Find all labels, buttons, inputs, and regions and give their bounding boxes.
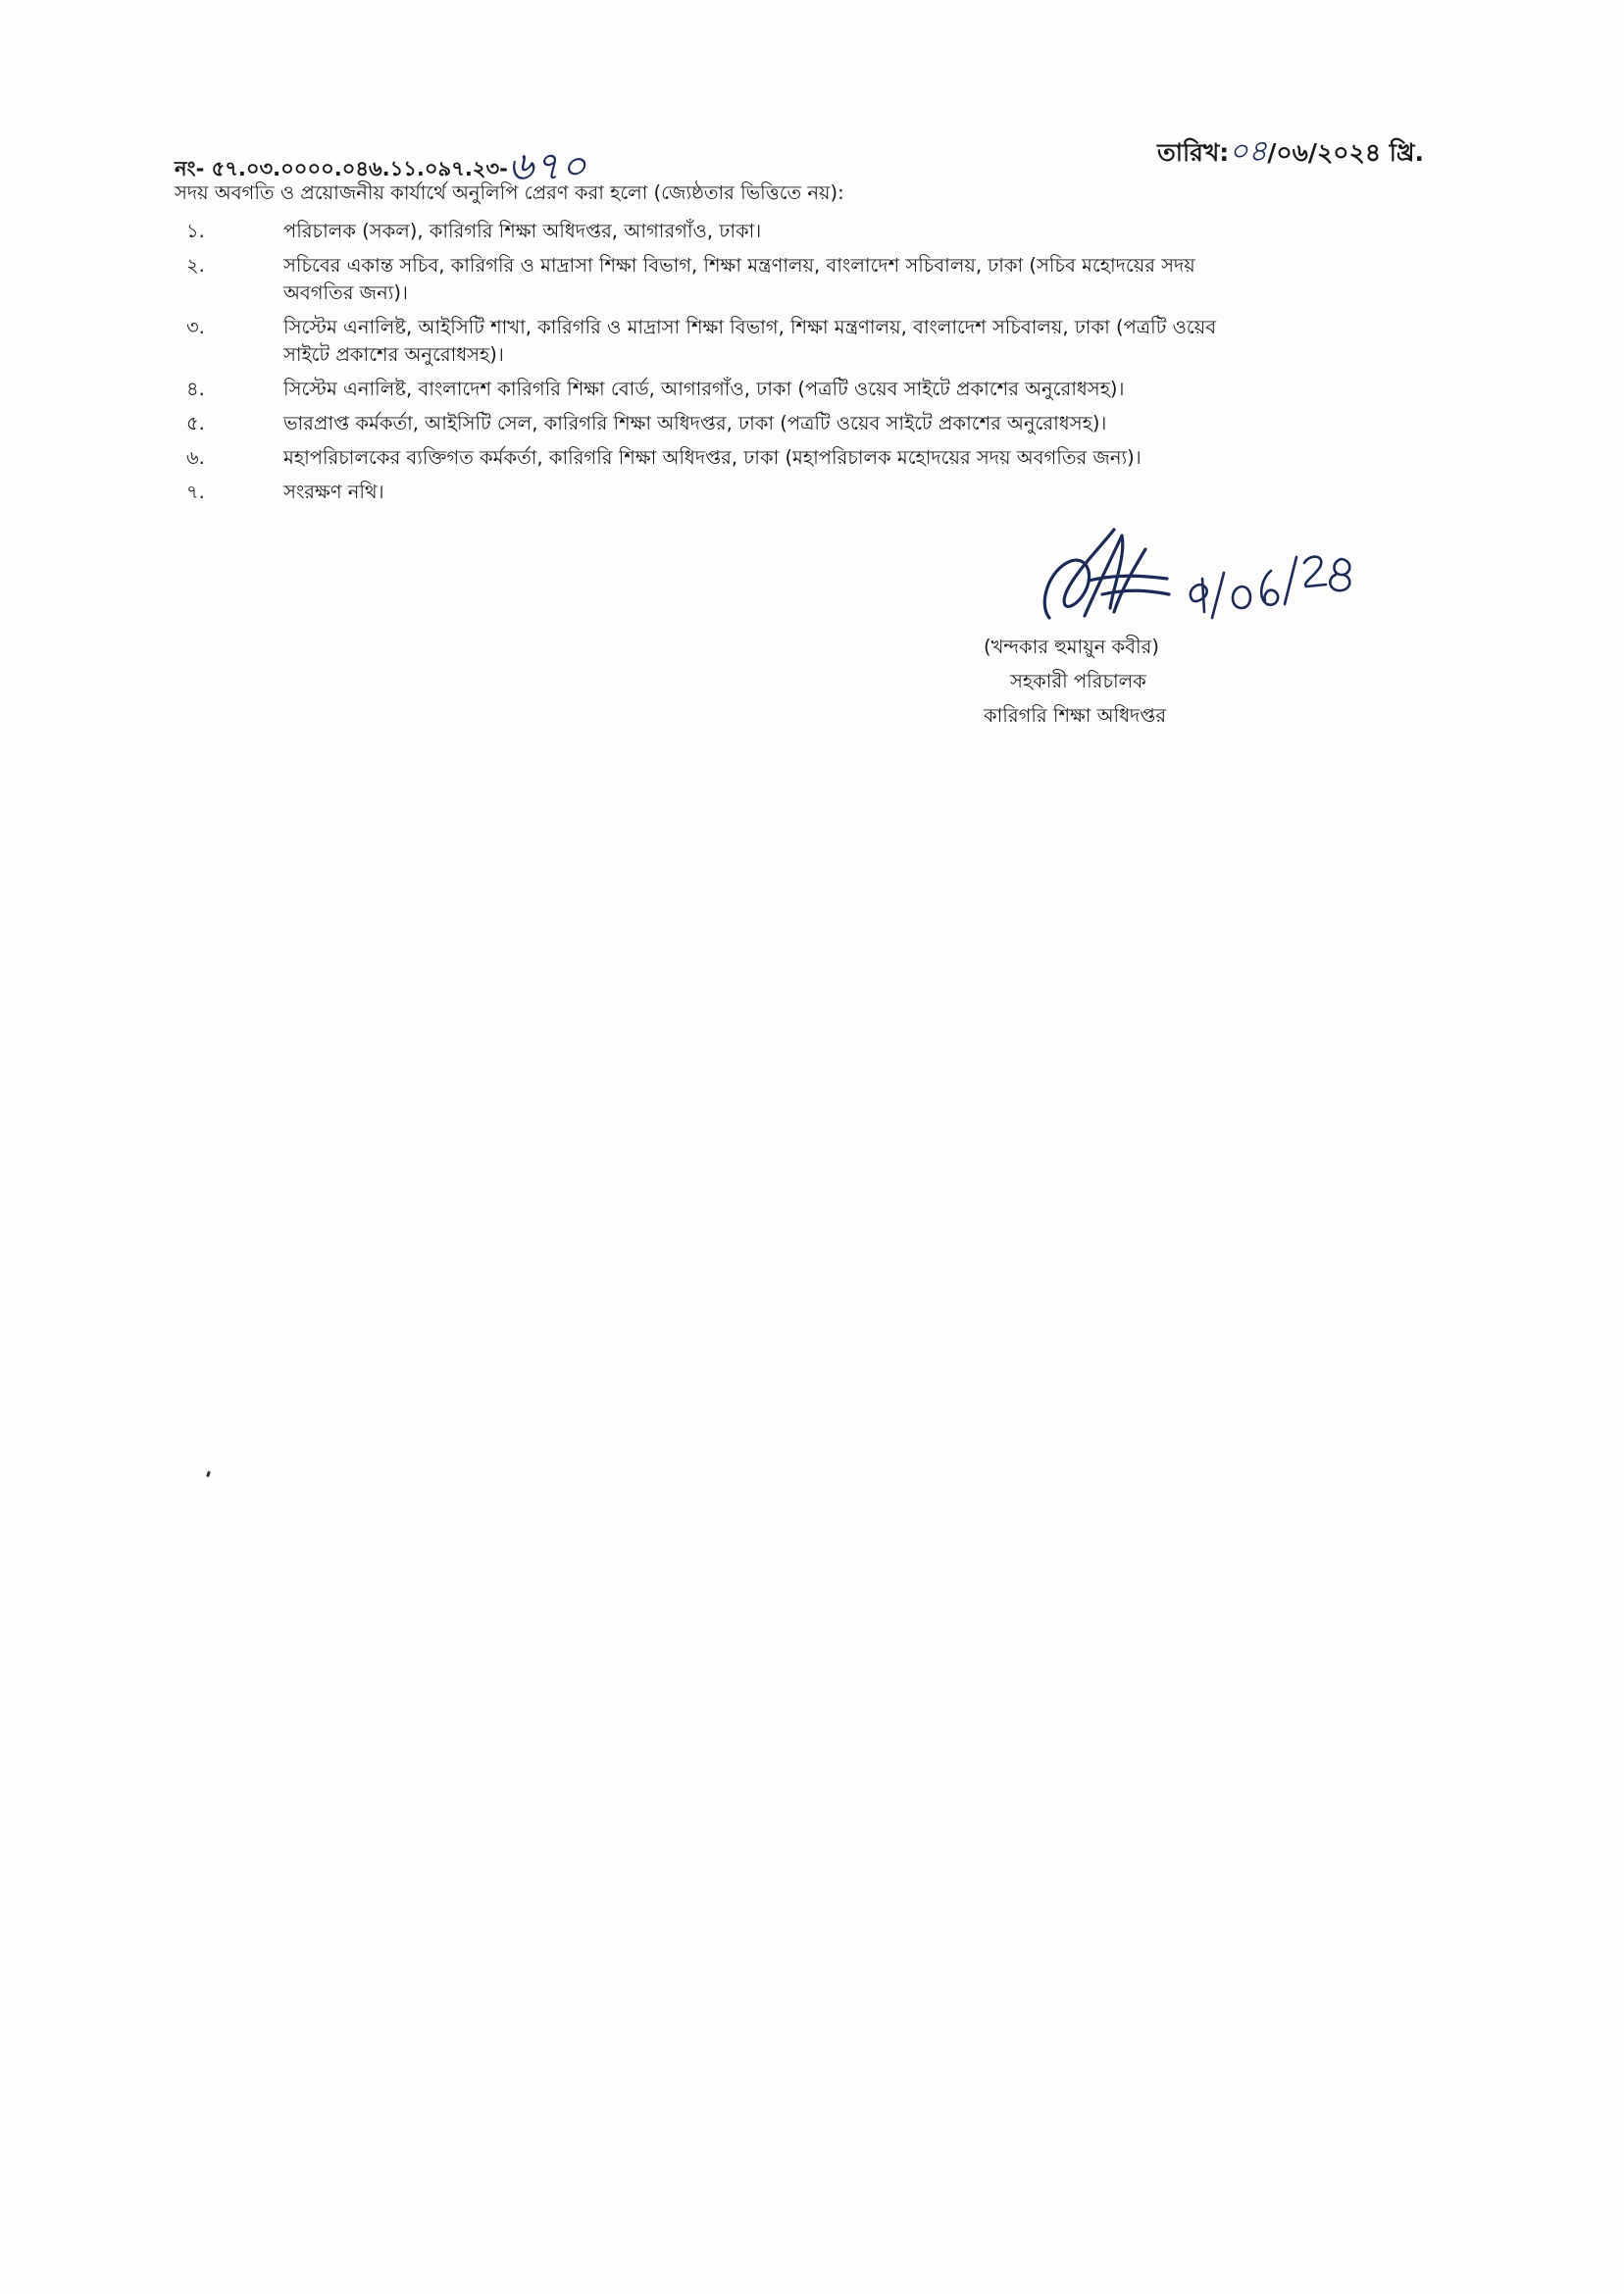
- distribution-list: [175, 218, 1449, 513]
- distribution-item-line: মহাপরিচালকের ব্যক্তিগত কর্মকর্তা, কারিগরি শিক্ষা অধিদপ্তর, ঢাকা (মহাপরিচালক মহোদয়ের সদয় অবগতির জন্য)।: [283, 446, 1142, 469]
- distribution-item-text: [283, 479, 1411, 506]
- date-label: তারিখ:: [1156, 138, 1230, 167]
- distribution-item: [175, 252, 1449, 307]
- distribution-item-text: [283, 376, 1411, 403]
- distribution-item-line: সাইটে প্রকাশের অনুরোধসহ)।: [283, 343, 504, 366]
- distribution-item-line: সংরক্ষণ নথি।: [283, 481, 384, 503]
- distribution-item-number: ৪.: [186, 378, 205, 400]
- ink-speck: [206, 1471, 211, 1478]
- distribution-item-line: পরিচালক (সকল), কারিগরি শিক্ষা অধিদপ্তর, আগারগাঁও, ঢাকা।: [283, 220, 762, 242]
- date-day-handwritten: ০৪: [1229, 134, 1268, 169]
- distribution-item-text: [283, 252, 1411, 307]
- distribution-item-number: ৫.: [186, 412, 205, 434]
- distribution-item-line: ভারপ্রাপ্ত কর্মকর্তা, আইসিটি সেল, কারিগরি শিক্ষা অধিদপ্তর, ঢাকা (পত্রটি ওয়েব সাইটে প্রকাশের অনুরোধসহ)।: [283, 412, 1107, 434]
- distribution-item-text: [283, 444, 1411, 472]
- distribution-item-number: ৭.: [186, 481, 205, 503]
- signatory-name: (খন্দকার হুমায়ুন কবীর): [984, 636, 1159, 658]
- distribution-item: [175, 314, 1449, 369]
- copy-intro-text: সদয় অবগতি ও প্রয়োজনীয় কার্যার্থে অনুলিপি প্রেরণ করা হলো (জ্যেষ্ঠতার ভিত্তিতে নয়):: [175, 181, 844, 204]
- distribution-item-number: ১.: [186, 220, 205, 242]
- distribution-item-text: [283, 314, 1411, 369]
- signatory-title: সহকারী পরিচালক: [1010, 670, 1146, 692]
- memo-number-handwritten: ৬৭০: [507, 144, 587, 189]
- memo-date: [1157, 127, 1424, 178]
- distribution-item-number: ৩.: [186, 316, 205, 338]
- distribution-item: [175, 479, 1449, 506]
- signature-block: [971, 510, 1422, 745]
- distribution-item-line: সিস্টেম এনালিষ্ট, বাংলাদেশ কারিগরি শিক্ষা বোর্ড, আগারগাঁও, ঢাকা (পত্রটি ওয়েব সাইটে প্রকাশের অনুরোধসহ)।: [283, 378, 1125, 400]
- distribution-item: [175, 218, 1449, 245]
- distribution-item-line: সিস্টেম এনালিষ্ট, আইসিটি শাখা, কারিগরি ও মাদ্রাসা শিক্ষা বিভাগ, শিক্ষা মন্ত্রণালয়, বাংলাদেশ সচিবালয়, ঢাকা (পত্রটি ওয়েব: [283, 316, 1217, 338]
- memo-number-prefix: নং- ৫৭.০৩.০০০০.০৪৬.১১.০৯৭.২৩-: [175, 157, 508, 180]
- handwritten-signature: [1020, 510, 1373, 637]
- distribution-item: [175, 376, 1449, 403]
- distribution-item: [175, 444, 1449, 472]
- distribution-item-text: [283, 410, 1411, 437]
- signatory-office: কারিগরি শিক্ষা অধিদপ্তর: [984, 704, 1167, 727]
- reference-line: [175, 126, 1449, 189]
- distribution-item: [175, 410, 1449, 437]
- distribution-item-line: অবগতির জন্য)।: [283, 281, 408, 304]
- distribution-item-number: ৬.: [186, 446, 205, 469]
- distribution-item-number: ২.: [186, 254, 205, 277]
- distribution-item-text: [283, 218, 1411, 245]
- distribution-item-line: সচিবের একান্ত সচিব, কারিগরি ও মাদ্রাসা শিক্ষা বিভাগ, শিক্ষা মন্ত্রণালয়, বাংলাদেশ সচিবালয়, ঢাকা (সচিব মহোদয়ের সদয়: [283, 254, 1195, 277]
- date-rest: /০৬/২০২৪ খ্রি.: [1267, 138, 1424, 167]
